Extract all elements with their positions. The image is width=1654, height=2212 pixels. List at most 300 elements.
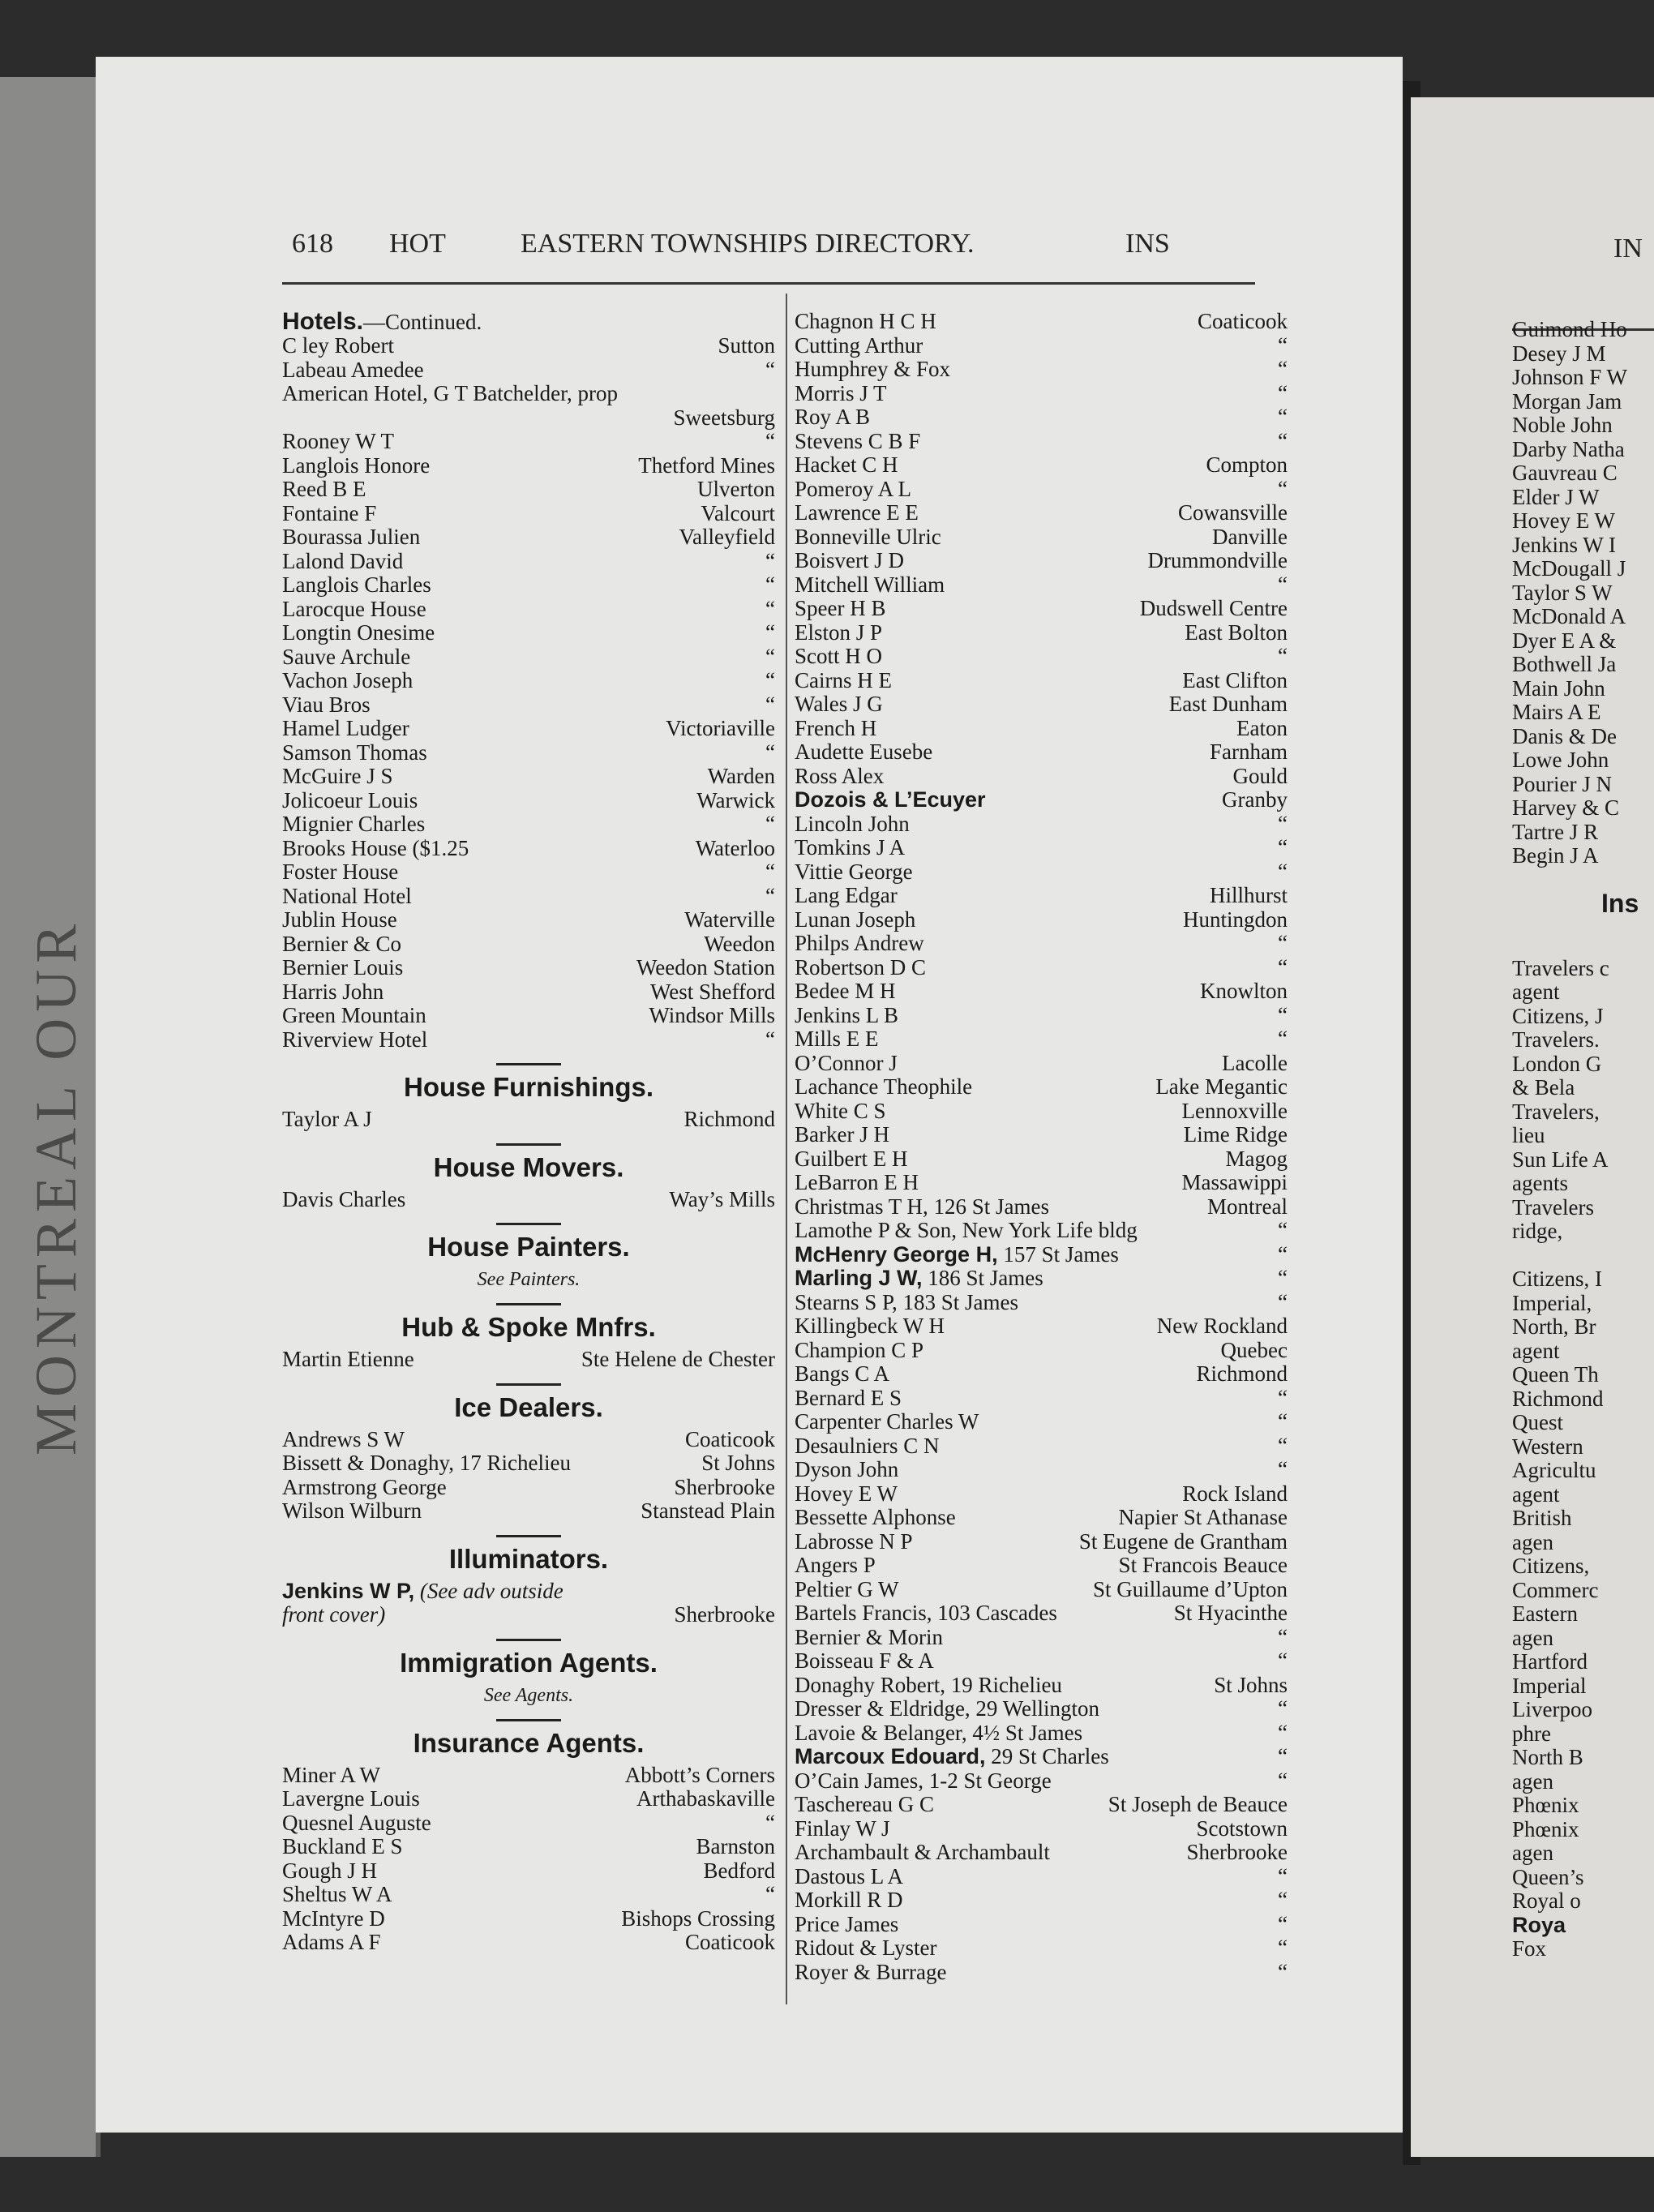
entry-place: Warwick — [696, 787, 775, 812]
book-spine — [0, 77, 101, 2157]
section-heading-label: Hotels. — [282, 308, 364, 335]
fragment-entry: agent — [1512, 1481, 1560, 1507]
directory-entry — [795, 1267, 1288, 1291]
entry-name: Fontaine F — [282, 500, 377, 525]
directory-entry — [282, 980, 775, 1005]
fragment-entry: Tartre J R — [1512, 819, 1599, 844]
directory-entry — [282, 1028, 775, 1052]
directory-entry — [795, 1674, 1288, 1698]
directory-entry — [282, 1835, 775, 1859]
entry-name: Audette Eusebe — [795, 739, 933, 764]
entry-place: “ — [1278, 1433, 1288, 1458]
fragment-entry: ridge, — [1512, 1219, 1563, 1243]
entry-place: “ — [765, 429, 775, 453]
entry-name: Cutting Arthur — [795, 332, 923, 358]
directory-entry — [795, 1458, 1288, 1482]
entry-place: St Joseph de Beauce — [1108, 1792, 1288, 1816]
entry-place: Valcourt — [701, 500, 775, 525]
directory-entry — [282, 502, 775, 526]
entry-place: “ — [765, 357, 775, 382]
entry-name: Vittie George — [795, 859, 913, 884]
entry-name: Buckland E S — [282, 1834, 403, 1858]
entry-place: “ — [1278, 1911, 1288, 1936]
entry-place: Bedford — [703, 1858, 775, 1883]
directory-entry — [282, 1004, 775, 1028]
entry-name: Mills E E — [795, 1027, 879, 1051]
entry-name: Philps Andrew — [795, 931, 924, 955]
entry-place: “ — [765, 860, 775, 884]
entry-place: Rock Island — [1182, 1481, 1288, 1506]
entry-name — [795, 1267, 1043, 1291]
entry-name: Champion C P — [795, 1337, 924, 1362]
directory-entry — [795, 765, 1288, 789]
directory-entry — [795, 980, 1288, 1004]
directory-entry — [282, 358, 775, 383]
directory-entry — [282, 932, 775, 957]
fragment-entry: Main John — [1512, 675, 1605, 701]
entry-place: Coaticook — [1198, 309, 1288, 333]
section-heading: Illuminators. — [448, 1543, 609, 1574]
middle-column — [795, 310, 1288, 1984]
fragment-entry: Travelers c — [1512, 955, 1609, 980]
entry-name: McGuire J S — [282, 764, 393, 788]
directory-entry — [795, 310, 1288, 334]
entry-place: Thetford Mines — [638, 452, 775, 478]
entry-name: Green Mountain — [282, 1003, 426, 1027]
entry-name-bold: Dozois & L’Ecuyer — [795, 787, 986, 812]
fragment-entry: Queen’s — [1512, 1864, 1584, 1889]
entry-place: East Clifton — [1182, 667, 1288, 692]
entry-place: Sherbrooke — [1186, 1840, 1288, 1864]
entry-name: Armstrong George — [282, 1474, 447, 1499]
entry-name: Christmas T H, 126 St James — [795, 1194, 1050, 1219]
entry-note: front cover) — [282, 1602, 386, 1627]
entry-place: “ — [765, 739, 775, 765]
directory-entry — [795, 358, 1288, 382]
directory-entry — [282, 573, 775, 598]
entry-place: “ — [1278, 1409, 1288, 1434]
fragment-entry: agen — [1512, 1529, 1553, 1554]
entry-place: “ — [765, 596, 775, 621]
directory-entry — [282, 550, 775, 574]
entry-place: Scotstown — [1196, 1815, 1288, 1841]
fragment-entry: agen — [1512, 1841, 1553, 1865]
entry-name: French H — [795, 715, 877, 740]
entry-place: Stanstead Plain — [641, 1498, 775, 1523]
fragment-entry: London G — [1512, 1051, 1602, 1076]
entry-name: Dastous L A — [795, 1863, 903, 1888]
entry-place: Sweetsburg — [673, 405, 775, 430]
directory-entry — [282, 334, 775, 358]
directory-entry — [282, 1603, 775, 1627]
entry-place: Sutton — [718, 333, 775, 358]
entry-note: (See adv outside — [414, 1578, 563, 1603]
fragment-entry: Imperial, — [1512, 1290, 1592, 1315]
fragment-entry: agen — [1512, 1768, 1553, 1794]
entry-name: Angers P — [795, 1553, 876, 1577]
entry-place: Barnston — [696, 1834, 775, 1858]
entry-name: Peltier G W — [795, 1576, 899, 1601]
entry-address: 157 St James — [997, 1241, 1119, 1267]
entry-place: Magog — [1225, 1146, 1288, 1171]
entry-name: Hacket C H — [795, 452, 898, 477]
continued-note: —Continued. — [363, 310, 482, 334]
entry-name: Bonneville Ulric — [795, 524, 941, 549]
entry-name: Bedee M H — [795, 979, 896, 1003]
entry-name: Mignier Charles — [282, 812, 426, 836]
entry-place: “ — [1278, 835, 1288, 860]
entry-place: “ — [1278, 1027, 1288, 1051]
directory-entry — [795, 1339, 1288, 1363]
entry-place: “ — [1278, 405, 1288, 429]
directory-entry — [282, 1859, 775, 1884]
directory-entry — [282, 812, 775, 837]
entry-name: Carpenter Charles W — [795, 1409, 979, 1434]
entry-name: Robertson D C — [795, 954, 926, 980]
entry-place: St Johns — [701, 1451, 775, 1475]
section-separator-rule — [496, 1535, 561, 1537]
entry-name: Archambault & Archambault — [795, 1840, 1050, 1864]
directory-entry — [795, 1243, 1288, 1267]
entry-place: Massawippi — [1181, 1170, 1288, 1194]
entry-place: “ — [1278, 1266, 1288, 1290]
directory-entry — [795, 1410, 1288, 1434]
directory-entry — [282, 1108, 775, 1132]
directory-entry — [795, 1649, 1288, 1674]
right-fragment-column — [1512, 318, 1639, 1961]
directory-entry — [795, 1100, 1288, 1124]
directory-entry — [795, 908, 1288, 932]
entry-place: East Dunham — [1168, 692, 1288, 716]
entry-place: Ulverton — [697, 477, 775, 501]
entry-name: Lalond David — [282, 548, 404, 573]
entry-name: Boisvert J D — [795, 548, 904, 572]
fragment-entry: lieu — [1512, 1123, 1545, 1147]
entry-name: Lincoln John — [795, 811, 910, 836]
entry-place: “ — [1278, 644, 1288, 668]
directory-entry — [795, 453, 1288, 478]
entry-place: St Guillaume d’Upton — [1093, 1576, 1288, 1601]
entry-place: “ — [1278, 1720, 1288, 1745]
directory-entry — [795, 884, 1288, 908]
entry-name: Samson Thomas — [282, 739, 427, 765]
entry-name: Hovey E W — [795, 1481, 898, 1506]
entry-name: Jenkins L B — [795, 1002, 898, 1027]
entry-name: Elston J P — [795, 619, 883, 645]
entry-name: Lachance Theophile — [795, 1074, 973, 1099]
directory-entry — [795, 405, 1288, 430]
fragment-entry — [1512, 932, 1639, 957]
directory-entry — [795, 1626, 1288, 1650]
entry-place: Windsor Mills — [649, 1003, 775, 1027]
directory-entry — [282, 908, 775, 932]
fragment-entry: Travelers — [1512, 1194, 1594, 1220]
fragment-entry: Guimond Ho — [1512, 317, 1627, 341]
directory-entry — [795, 478, 1288, 502]
entry-place: St Hyacinthe — [1173, 1601, 1288, 1625]
entry-name: Bernier & Co — [282, 931, 401, 956]
directory-entry — [795, 1123, 1288, 1147]
entry-name: Lawrence E E — [795, 500, 919, 525]
entry-place: “ — [765, 692, 775, 717]
directory-entry — [282, 430, 775, 454]
directory-entry — [795, 1745, 1288, 1769]
entry-name: Morris J T — [795, 380, 887, 405]
fragment-entry: North, Br — [1512, 1314, 1596, 1339]
entry-name: Tomkins J A — [795, 835, 906, 860]
section-heading: House Furnishings. — [403, 1072, 654, 1102]
directory-entry — [795, 1314, 1288, 1339]
directory-entry — [795, 669, 1288, 693]
fragment-entry: Phœnix — [1512, 1816, 1579, 1841]
entry-place: “ — [1278, 1002, 1288, 1027]
fragment-entry: Royal o — [1512, 1888, 1581, 1913]
directory-entry — [795, 1841, 1288, 1865]
directory-entry — [795, 1482, 1288, 1507]
entry-place: “ — [765, 572, 775, 597]
entry-name: Bessette Alphonse — [795, 1505, 956, 1529]
entry-name: Ross Alex — [795, 763, 885, 788]
directory-entry — [795, 549, 1288, 573]
directory-entry — [795, 956, 1288, 980]
fragment-entry: Travelers, — [1512, 1099, 1600, 1124]
fragment-entry: Noble John — [1512, 413, 1613, 437]
entry-place: “ — [1278, 1241, 1288, 1267]
fragment-entry: Liverpoo — [1512, 1697, 1592, 1721]
directory-entry — [795, 501, 1288, 525]
entry-place: “ — [1278, 1289, 1288, 1314]
entry-name: Viau Bros — [282, 692, 371, 717]
directory-entry — [795, 1195, 1288, 1220]
entry-name: Foster House — [282, 860, 399, 884]
entry-name: Vachon Joseph — [282, 668, 414, 692]
entry-name: McIntyre D — [282, 1905, 385, 1931]
section-separator-rule — [496, 1639, 561, 1641]
fragment-entry: North B — [1512, 1745, 1583, 1769]
entry-place: Valleyfield — [679, 525, 775, 549]
fragment-entry: Begin J A — [1512, 843, 1599, 868]
entry-name: Guilbert E H — [795, 1146, 908, 1171]
entry-place: Arthabaskaville — [636, 1786, 775, 1811]
entry-name: Roy A B — [795, 405, 871, 429]
entry-place: “ — [1278, 1385, 1288, 1410]
entry-name: Ridout & Lyster — [795, 1935, 937, 1960]
entry-name: Barker J H — [795, 1122, 889, 1147]
entry-place: Montreal — [1207, 1194, 1288, 1219]
entry-place: Lake Megantic — [1155, 1074, 1288, 1099]
fragment-entry: agents — [1512, 1171, 1568, 1195]
directory-entry — [795, 621, 1288, 645]
entry-place: “ — [765, 548, 775, 573]
entry-name: Taschereau G C — [795, 1792, 935, 1816]
directory-entry — [282, 885, 775, 909]
entry-place: New Rockland — [1156, 1314, 1288, 1338]
fragment-entry: agent — [1512, 1338, 1560, 1363]
entry-place: Granby — [1222, 787, 1288, 812]
fragment-entry: phre — [1512, 1721, 1551, 1746]
entry-name: Brooks House ($1.25 — [282, 835, 469, 860]
directory-entry — [282, 1188, 775, 1212]
directory-entry — [282, 478, 775, 502]
header-rule — [282, 282, 1255, 285]
directory-entry — [795, 1578, 1288, 1602]
entry-name: O’Cain James, 1-2 St George — [795, 1768, 1052, 1793]
entry-place: Waterville — [684, 907, 775, 932]
entry-place: Dudswell Centre — [1139, 596, 1288, 620]
fragment-entry: Queen Th — [1512, 1362, 1599, 1387]
entry-place: “ — [1278, 859, 1288, 884]
fragment-entry: Citizens, — [1512, 1554, 1590, 1578]
entry-name: Reed B E — [282, 477, 366, 501]
directory-entry — [795, 1721, 1288, 1746]
directory-entry — [795, 1913, 1288, 1937]
directory-entry — [282, 621, 775, 645]
entry-name: Price James — [795, 1911, 899, 1936]
fragment-entry: Harvey & C — [1512, 795, 1619, 820]
entry-place: “ — [765, 668, 775, 692]
entry-name: Sheltus W A — [282, 1882, 392, 1906]
entry-name: White C S — [795, 1098, 886, 1123]
directory-entry — [282, 669, 775, 693]
entry-name: Wilson Wilburn — [282, 1498, 422, 1523]
directory-entry — [282, 406, 775, 431]
entry-name: Davis Charles — [282, 1186, 406, 1211]
entry-place: “ — [1278, 1624, 1288, 1649]
entry-place: Warden — [707, 764, 775, 788]
directory-entry — [282, 1787, 775, 1811]
page-title: EASTERN TOWNSHIPS DIRECTORY. — [521, 229, 975, 259]
entry-place: Sherbrooke — [674, 1602, 775, 1627]
fragment-entry: Desey J M — [1512, 341, 1606, 366]
entry-name: Lunan Joseph — [795, 907, 916, 932]
directory-entry — [795, 597, 1288, 621]
entry-name: Mitchell William — [795, 572, 945, 597]
entry-name: Adams A F — [282, 1930, 381, 1954]
entry-place: “ — [765, 812, 775, 836]
entry-place: “ — [1278, 954, 1288, 980]
section-heading: House Movers. — [433, 1151, 624, 1182]
entry-name: Finlay W J — [795, 1815, 890, 1841]
section-separator-rule — [496, 1303, 561, 1305]
fragment-entry: Pourier J N — [1512, 771, 1612, 796]
column-divider — [786, 294, 787, 2004]
fragment-entry: Ins — [1601, 889, 1639, 918]
directory-entry — [282, 1764, 775, 1788]
fragment-entry: Dyer E A & — [1512, 628, 1617, 653]
entry-place: West Shefford — [649, 979, 775, 1004]
entry-place: “ — [1278, 1457, 1288, 1481]
fragment-entry: Citizens, I — [1512, 1267, 1602, 1291]
section-separator-rule — [496, 1383, 561, 1386]
entry-name: Martin Etienne — [282, 1347, 414, 1371]
fragment-entry: Western — [1512, 1434, 1583, 1459]
entry-name: Pomeroy A L — [795, 476, 912, 501]
directory-entry — [795, 812, 1288, 837]
directory-entry — [795, 1362, 1288, 1387]
entry-place: “ — [1278, 1768, 1288, 1793]
fragment-entry: agent — [1512, 980, 1560, 1004]
entry-place: Richmond — [683, 1107, 775, 1131]
directory-entry — [282, 1883, 775, 1907]
entry-place: Danville — [1212, 524, 1288, 549]
right-guide-word: INS — [1125, 229, 1170, 259]
entry-name: Morkill R D — [795, 1888, 903, 1912]
fragment-entry: British — [1512, 1506, 1572, 1530]
entry-name: Lavergne Louis — [282, 1786, 420, 1811]
entry-place: “ — [1278, 476, 1288, 501]
fragment-entry: Darby Natha — [1512, 436, 1625, 461]
directory-entry — [795, 1075, 1288, 1100]
directory-entry — [795, 525, 1288, 550]
directory-entry — [282, 1451, 775, 1476]
entry-place: Coaticook — [685, 1930, 775, 1954]
entry-place: “ — [765, 1810, 775, 1835]
entry-place: “ — [1278, 1888, 1288, 1912]
fragment-entry: Lowe John — [1512, 748, 1609, 772]
entry-place: St Francois Beauce — [1118, 1553, 1288, 1577]
entry-name: Gough J H — [282, 1858, 378, 1883]
fragment-entry: Quest — [1512, 1410, 1563, 1434]
page-number: 618 — [292, 229, 333, 259]
entry-name: Killingbeck W H — [795, 1314, 945, 1338]
entry-name: Cairns H E — [795, 667, 892, 692]
entry-name: Riverview Hotel — [282, 1027, 428, 1052]
entry-name: Taylor A J — [282, 1107, 372, 1131]
entry-place: St Johns — [1214, 1672, 1288, 1697]
entry-name — [795, 788, 986, 812]
section-heading: House Painters. — [427, 1232, 630, 1262]
entry-place: “ — [765, 883, 775, 908]
fragment-entry: Johnson F W — [1512, 365, 1628, 389]
entry-place: Bishops Crossing — [621, 1905, 775, 1931]
entry-name: Larocque House — [282, 596, 426, 621]
entry-place: Knowlton — [1200, 979, 1288, 1003]
directory-entry — [795, 1291, 1288, 1315]
section-separator-rule — [496, 1063, 561, 1065]
entry-address: 186 St James — [922, 1266, 1043, 1290]
entry-place: Compton — [1206, 452, 1288, 477]
entry-name: Bourassa Julien — [282, 525, 421, 549]
fragment-entry: Eastern — [1512, 1601, 1578, 1626]
fragment-entry: McDonald A — [1512, 604, 1626, 628]
fragment-entry: Gauvreau C — [1512, 461, 1618, 485]
directory-entry — [795, 1506, 1288, 1530]
entry-name-bold: Marling J W, — [795, 1266, 923, 1290]
directory-entry — [282, 1580, 775, 1604]
entry-name: Rooney W T — [282, 429, 395, 453]
entry-place: “ — [765, 620, 775, 645]
directory-entry — [795, 740, 1288, 765]
entry-place: Drummondville — [1147, 548, 1288, 572]
entry-address: 29 St Charles — [985, 1744, 1109, 1768]
directory-entry — [795, 788, 1288, 812]
entry-name: Stevens C B F — [795, 428, 921, 453]
entry-name: Quesnel Auguste — [282, 1810, 431, 1835]
fragment-entry: McDougall J — [1512, 556, 1626, 581]
spine-title: MONTREAL OUR — [24, 917, 88, 1455]
directory-entry — [795, 1171, 1288, 1195]
entry-name: Speer H B — [795, 596, 886, 620]
fragment-entry: Citizens, J — [1512, 1003, 1604, 1028]
left-guide-word: HOT — [389, 229, 446, 259]
entry-name: Stearns S P, 183 St James — [795, 1289, 1019, 1314]
entry-name: Langlois Charles — [282, 572, 431, 597]
directory-entry — [795, 382, 1288, 406]
directory-entry — [795, 1961, 1288, 1985]
fragment-entry: Sun Life A — [1512, 1147, 1609, 1172]
fragment-entry: agen — [1512, 1625, 1553, 1650]
fragment-entry: Mairs A E — [1512, 700, 1601, 724]
